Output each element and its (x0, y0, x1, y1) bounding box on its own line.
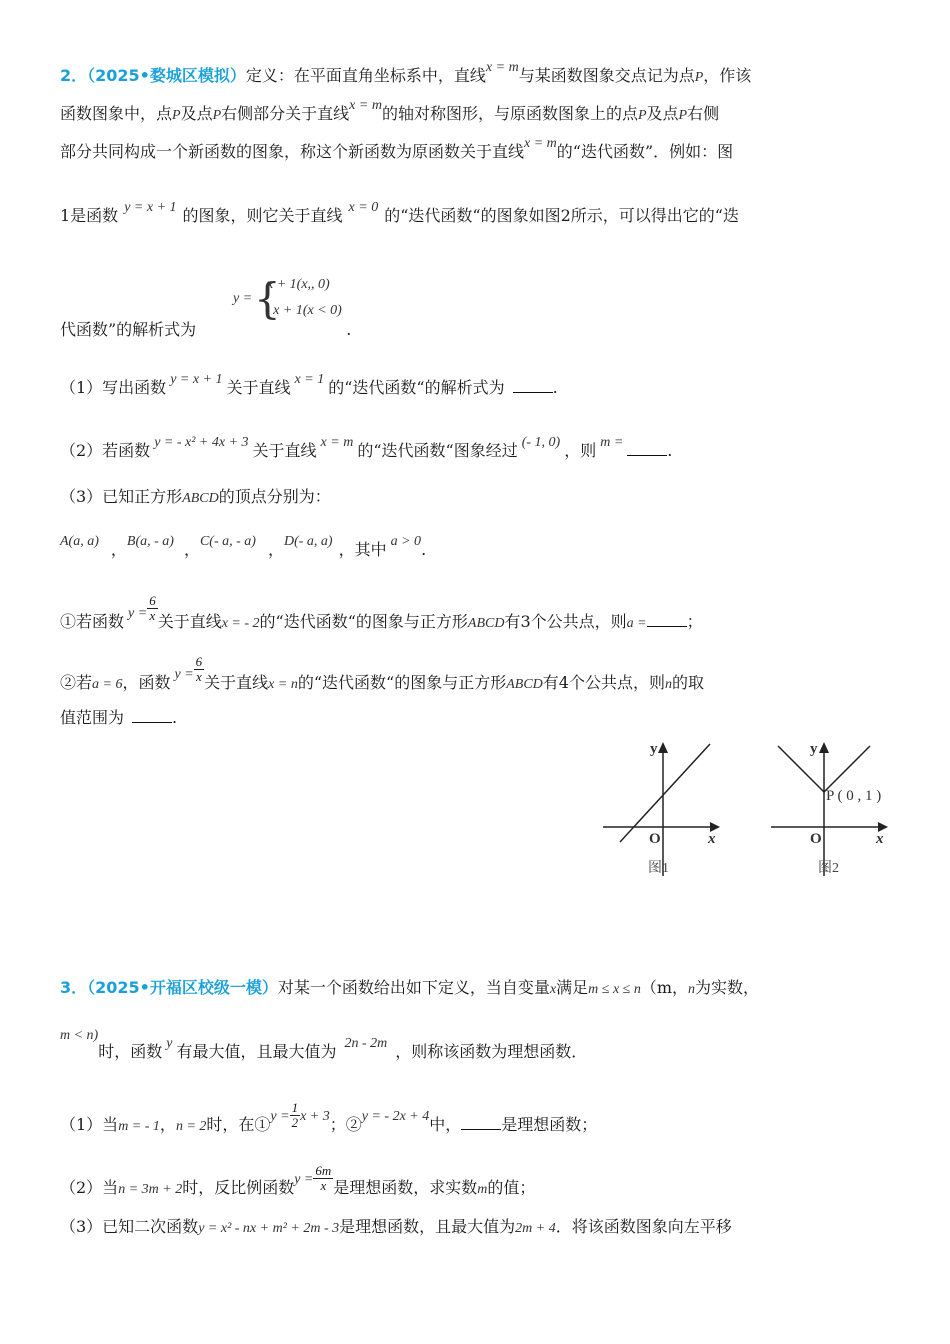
origin-label: O (649, 831, 661, 847)
q2-text: 关于直线 (252, 441, 317, 460)
q3-text: 是理想函数，求实数 (333, 1178, 478, 1197)
point-p-label: P ( 0 , 1 ) (826, 788, 882, 804)
q3-text: 时，函数 (98, 1042, 163, 1061)
q2-text: 的“迭代函数“的图象与正方形 (297, 673, 507, 692)
math: 2n - 2m (344, 1036, 388, 1051)
math: x = n (268, 677, 298, 692)
math: y = (128, 606, 148, 621)
q2-text: ， (110, 540, 127, 559)
q2-text: ，函数 (122, 673, 171, 692)
q2-text: 的取 (671, 673, 704, 692)
q3-text: 是理想函数； (501, 1115, 598, 1134)
piecewise-y: y = (233, 291, 253, 306)
math: n (664, 677, 672, 692)
q2-line-4 (60, 200, 739, 228)
math: y = x² - nx + m² + 2m - 3 (198, 1221, 340, 1236)
q2-sub-3 (60, 487, 331, 509)
q2-text: ②若 (60, 673, 93, 692)
q2-text: 部分共同构成一个新函数的图象，称这个新函数为原函数关于直线 (60, 142, 525, 161)
q2-text: （3）已知正方形 (60, 487, 183, 506)
q3-sub-2 (60, 1163, 536, 1203)
q3-sub-3 (60, 1217, 732, 1239)
q2-vertices (60, 534, 427, 562)
q2-line-3 (60, 136, 734, 164)
numerator: 6m (315, 1163, 332, 1178)
math: a = 6 (92, 677, 123, 692)
math: x (549, 982, 557, 997)
q2-text: 的顶点分别为： (218, 487, 331, 506)
fraction-6-over-x (147, 594, 158, 623)
q3-text: （3）已知二次函数 (60, 1217, 199, 1236)
q2-text: （1）写出函数 (60, 378, 167, 397)
math: x = m (485, 60, 519, 75)
math: P (172, 108, 181, 123)
q2-text: 关于直线 (204, 673, 269, 692)
q2-text: 定义：在平面直角坐标系中，直线 (245, 66, 486, 85)
q2-text: 的“迭代函数”．例如：图 (556, 142, 734, 161)
q3-text: 满足 (556, 978, 589, 997)
numerator: 1 (291, 1100, 299, 1115)
math: n = 2 (175, 1119, 207, 1134)
math: x = m (320, 435, 354, 450)
q2-sub-2 (60, 435, 673, 463)
q2-text: . (552, 378, 558, 397)
piecewise-case-2: - x + 1(x < 0) (265, 303, 342, 318)
q2-text: 关于直线 (226, 378, 291, 397)
denominator: x (196, 669, 202, 684)
origin-label: O (810, 831, 822, 847)
q3-text: 是理想函数，且最大值为 (339, 1217, 516, 1236)
math: ABCD (506, 677, 543, 692)
q3-text: 时，在① (206, 1115, 271, 1134)
q2-text: . (172, 708, 178, 727)
denominator: x (149, 608, 156, 623)
q2-text: 及点 (180, 104, 213, 123)
q3-text: ；② (329, 1115, 362, 1134)
q2-text: 的图象，则它关于直线 (182, 206, 343, 225)
q2-case-1 (60, 593, 703, 637)
math: y = (174, 667, 194, 682)
q2-text: 与某函数图象交点记为点 (518, 66, 695, 85)
math: (- 1, 0) (521, 435, 561, 450)
q2-line-1 (60, 60, 752, 88)
math: P (637, 108, 647, 123)
q3-text: 时，反比例函数 (182, 1178, 295, 1197)
numerator: 6 (195, 654, 203, 669)
math: m (477, 1182, 488, 1197)
q3-text: ， (159, 1115, 176, 1134)
math: m < n) (60, 1028, 99, 1043)
answer-blank[interactable] (461, 1115, 501, 1130)
math: ABCD (182, 491, 219, 506)
q2-text: 函数图象中，点 (60, 104, 173, 123)
y-label: y (650, 741, 658, 757)
y-axis-arrow (819, 742, 829, 753)
answer-blank[interactable] (627, 441, 667, 456)
q2-text: 的“迭代函数“的图象与正方形 (259, 612, 468, 631)
y-label: y (810, 741, 818, 757)
denominator: 2 (291, 1115, 299, 1130)
math: ABCD (467, 616, 505, 631)
math: m = - 1 (118, 1119, 160, 1134)
q2-text: 代函数”的解析式为 (60, 320, 197, 339)
figure-caption: 图2 (818, 861, 839, 876)
math: y = (270, 1109, 290, 1124)
math: x = m (524, 136, 557, 151)
figure-1 (598, 736, 728, 881)
math: m ≤ x ≤ n (588, 982, 641, 997)
math: x = m (349, 98, 382, 113)
q2-text: ，则 (564, 441, 597, 460)
numerator: 6 (149, 593, 156, 608)
math: n (688, 982, 696, 997)
math: P (694, 70, 704, 85)
answer-blank[interactable] (647, 612, 687, 627)
q2-text: . (421, 540, 427, 559)
q2-text: （2）若函数 (60, 441, 151, 460)
q2-text: ，作该 (703, 66, 752, 85)
q2-text: 有3个公共点，则 (504, 612, 627, 631)
q2-text: 有4个公共点，则 (542, 673, 665, 692)
q2-case-2-cont (60, 708, 177, 728)
fraction-one-half (290, 1101, 301, 1130)
vertex-c: C(- a, - a) (199, 534, 256, 549)
denominator: x (320, 1178, 327, 1193)
q2-text: 关于直线 (157, 612, 222, 631)
q2-text: 的“迭代函数“图象经过 (357, 441, 518, 460)
vertex-d: D(- a, a) (283, 534, 333, 549)
q3-text: （2）当 (60, 1178, 119, 1197)
fraction-6-over-x (194, 655, 205, 684)
figure-2 (766, 736, 896, 881)
q2-text: 的“迭代函数“的图象如图2所示，可以得出它的“迭 (384, 206, 739, 225)
math: P (678, 108, 688, 123)
q2-text: 的“迭代函数“的解析式为 (328, 378, 505, 397)
q2-line-5 (60, 320, 351, 340)
math: n = 3m + 2 (118, 1182, 183, 1197)
q2-case-2 (60, 654, 704, 698)
q3-text: （1）当 (60, 1115, 119, 1134)
math: y = (294, 1172, 314, 1187)
math: y = x + 1 (124, 200, 177, 215)
vertex-b: B(a, - a) (126, 534, 174, 549)
q3-text: 中， (429, 1115, 462, 1134)
q2-text: . (346, 320, 352, 339)
q3-line-2 (60, 1028, 588, 1064)
math: a > 0 (390, 534, 422, 549)
piecewise-brace: { (254, 274, 281, 323)
q3-text: 有最大值，且最大值为 (176, 1042, 337, 1061)
q2-source: （2025•婺城区模拟） (87, 66, 246, 85)
q3-text: 为实数， (695, 978, 760, 997)
y-axis-arrow (658, 742, 668, 753)
q2-sub-1 (60, 372, 558, 400)
q3-sub-1 (60, 1100, 598, 1140)
q2-text: 的轴对称图形，与原函数图象上的点 (381, 104, 638, 123)
q3-text: 对某一个函数给出如下定义，当自变量 (277, 978, 550, 997)
q3-number: 3． (60, 978, 88, 997)
q2-text: ①若函数 (60, 612, 125, 631)
math: a = (626, 616, 647, 631)
x-label: x (708, 831, 716, 847)
figure-caption: 图1 (648, 861, 669, 876)
q2-line-2 (60, 98, 720, 126)
math: y = - x² + 4x + 3 (154, 435, 249, 450)
q2-text: 及点 (646, 104, 679, 123)
x-label: x (876, 831, 884, 847)
answer-blank[interactable] (132, 708, 172, 723)
q3-text: 的值； (487, 1178, 536, 1197)
q2-text: . (667, 441, 673, 460)
math: y = - 2x + 4 (361, 1109, 430, 1124)
math: y (166, 1036, 173, 1051)
math: x = - 2 (221, 616, 260, 631)
piecewise-case-1: x + 1(x,, 0) (267, 277, 330, 292)
right-branch (824, 746, 870, 792)
q2-text: 右侧部分关于直线 (221, 104, 350, 123)
q2-text: 值范围为 (60, 708, 125, 727)
math: 2m + 4 (515, 1221, 556, 1236)
math: x + 3 (300, 1109, 330, 1124)
q2-text: 右侧 (687, 104, 720, 123)
math: P (212, 108, 222, 123)
q3-text: ，则称该函数为理想函数． (395, 1042, 588, 1061)
vertex-a: A(a, a) (60, 534, 99, 549)
q2-text: ， (183, 540, 200, 559)
math: x = 0 (348, 200, 379, 215)
fraction-6m-over-x (313, 1164, 333, 1193)
q3-source: （2025•开福区校级一模） (87, 978, 278, 997)
q3-text: ．将该函数图象向左平移 (555, 1217, 732, 1236)
q2-text: ， (267, 540, 284, 559)
q3-text: （m， (640, 978, 689, 997)
math: m = (600, 435, 624, 450)
answer-blank[interactable] (513, 378, 553, 393)
q2-text: ，其中 (338, 540, 387, 559)
q2-text: 1是函数 (60, 206, 119, 225)
math: y = x + 1 (170, 372, 223, 387)
q2-number: 2． (60, 66, 88, 85)
math: x = 1 (294, 372, 325, 387)
q3-line-1 (60, 978, 759, 1000)
q2-text: ； (686, 612, 703, 631)
